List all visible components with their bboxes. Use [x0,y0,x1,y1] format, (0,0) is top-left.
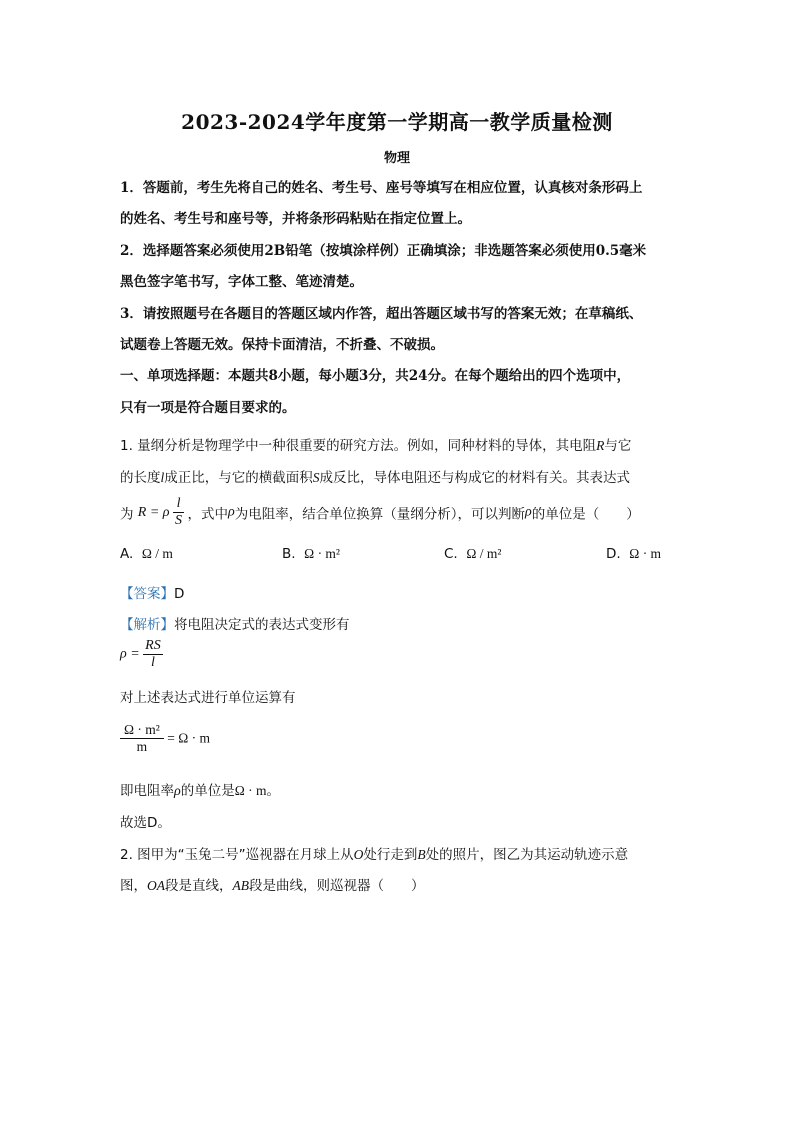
formula-resistance-numerator: l [173,496,184,513]
analysis-line [120,613,350,633]
q1-line2-part-b: 成正比，与它的横截面积 [164,470,313,486]
formula-unit-numerator: Ω · m² [120,722,164,739]
q1-line3-part-d: 的单位是（ ） [531,506,640,523]
q1-line3-part-c: 为电阻率，结合单位换算（量纲分析），可以判断 [234,506,525,523]
option-b-text: Ω · m² [304,546,340,561]
conclusion-part-c: 。 [266,783,281,799]
formula-resistivity-lhs: ρ = [120,646,140,662]
symbol-S: S [312,470,320,485]
formula-unit-rhs: = Ω · m [167,730,210,746]
section-heading-line2: 只有一项是符合题目要求的。 [120,400,296,416]
symbol-B: B [417,847,426,862]
answer-value: D [174,586,185,602]
q2-line2-part-c: 段是曲线，则巡视器（ ） [249,878,425,894]
answer-tag: 【答案】 [120,586,174,602]
q1-line1-part-c: 与它 [604,438,632,454]
formula-unit-fraction [120,722,164,755]
q2-line1-part-b: 处行走到 [363,847,418,863]
symbol-R: R [596,438,605,453]
formula-resistivity-numerator: RS [145,638,161,653]
q1-line2-part-a: 的长度 [120,470,161,486]
symbol-O: O [353,847,364,862]
option-c [444,546,501,562]
option-b-label: B. [282,546,296,562]
q2-line2-part-b: 段是直线， [165,878,233,894]
choose-line: 故选D。 [120,815,171,831]
option-a [120,546,173,562]
analysis-text: 将电阻决定式的表达式变形有 [174,617,350,633]
symbol-l: l [160,470,165,485]
formula-resistance [137,496,188,528]
conclusion-part-a: 即电阻率 [120,783,174,799]
formula-resistivity-fraction [143,638,163,671]
formula-unit-denominator: m [136,739,148,754]
q1-line1 [120,434,631,454]
option-d-label: D. [606,546,621,562]
instruction-2-line1: 2．选择题答案必须使用2B铅笔（按填涂样例）正确填涂；非选题答案必须使用0.5毫米 [120,243,647,259]
q1-line1-part-a: 1. 量纲分析是物理学中 [120,438,259,454]
q1-line2-part-c: 成反比，导体电阻还与构成它的材料有关。其表达式 [319,470,631,486]
q2-line2 [120,874,425,894]
conclusion-unit: Ω · m [234,783,267,798]
instruction-3-line2: 试题卷上答题无效。保持卡面清洁，不折叠、不破损。 [120,337,444,353]
formula-resistivity [120,638,163,671]
instruction-1-line1: 1．答题前，考生先将自己的姓名、考生号、座号等填写在相应位置，认真核对条形码上 [120,180,643,196]
formula-resistance-denominator: S [175,513,183,528]
option-a-label: A. [120,546,134,562]
option-d-text: Ω · m [629,546,662,561]
formula-resistance-fraction [173,496,184,529]
option-a-text: Ω / m [141,546,173,561]
subject-heading: 物理 [383,151,410,166]
formula-resistance-lhs: R = ρ [137,504,170,520]
symbol-AB: AB [232,878,249,893]
q1-line3 [120,496,640,529]
q2-line1 [120,843,628,863]
answer-line [120,582,184,602]
instruction-3-line1: 3．请按照题号在各题目的答题区域内作答，超出答题区域书写的答案无效；在草稿纸、 [120,306,643,322]
page-title: 2023-2024学年度第一学期高一教学质量检测 [181,110,613,134]
option-d [606,546,661,562]
symbol-OA: OA [147,878,165,893]
q1-line3-part-a: 为 [120,506,134,523]
option-c-label: C. [444,546,458,562]
q1-line2 [120,466,630,486]
option-b [282,546,340,562]
symbol-rho-3: ρ [174,784,181,799]
instruction-2-line2: 黑色签字笔书写，字体工整、笔迹清楚。 [120,274,363,290]
section-heading-line1: 一、单项选择题：本题共8小题，每小题3分，共24分。在每个题给出的四个选项中， [120,368,631,384]
conclusion-line [120,779,280,800]
formula-resistivity-denominator: l [151,655,155,670]
option-c-text: Ω / m² [466,546,502,561]
q2-line2-part-a: 图， [120,878,147,894]
formula-unit-calc [120,722,210,755]
analysis-tag: 【解析】 [120,617,174,633]
conclusion-part-b: 的单位是 [180,783,235,799]
symbol-rho-2: ρ [525,504,532,520]
instruction-1-line2: 的姓名、考生号和座号等，并将条形码粘贴在指定位置上。 [120,211,471,227]
q2-line1-part-c: 处的照片，图乙为其运动轨迹示意 [425,847,629,863]
unit-calc-text: 对上述表达式进行单位运算有 [120,690,296,706]
q1-line3-part-b: ，式中 [187,506,229,523]
q2-line1-part-a: 2. 图甲为“玉兔二号”巡视器在月球上从 [120,847,354,863]
symbol-rho: ρ [228,504,235,520]
q1-line1-part-b: 一种很重要的研究方法。例如，同种材料的导体，其电阻 [258,438,597,454]
